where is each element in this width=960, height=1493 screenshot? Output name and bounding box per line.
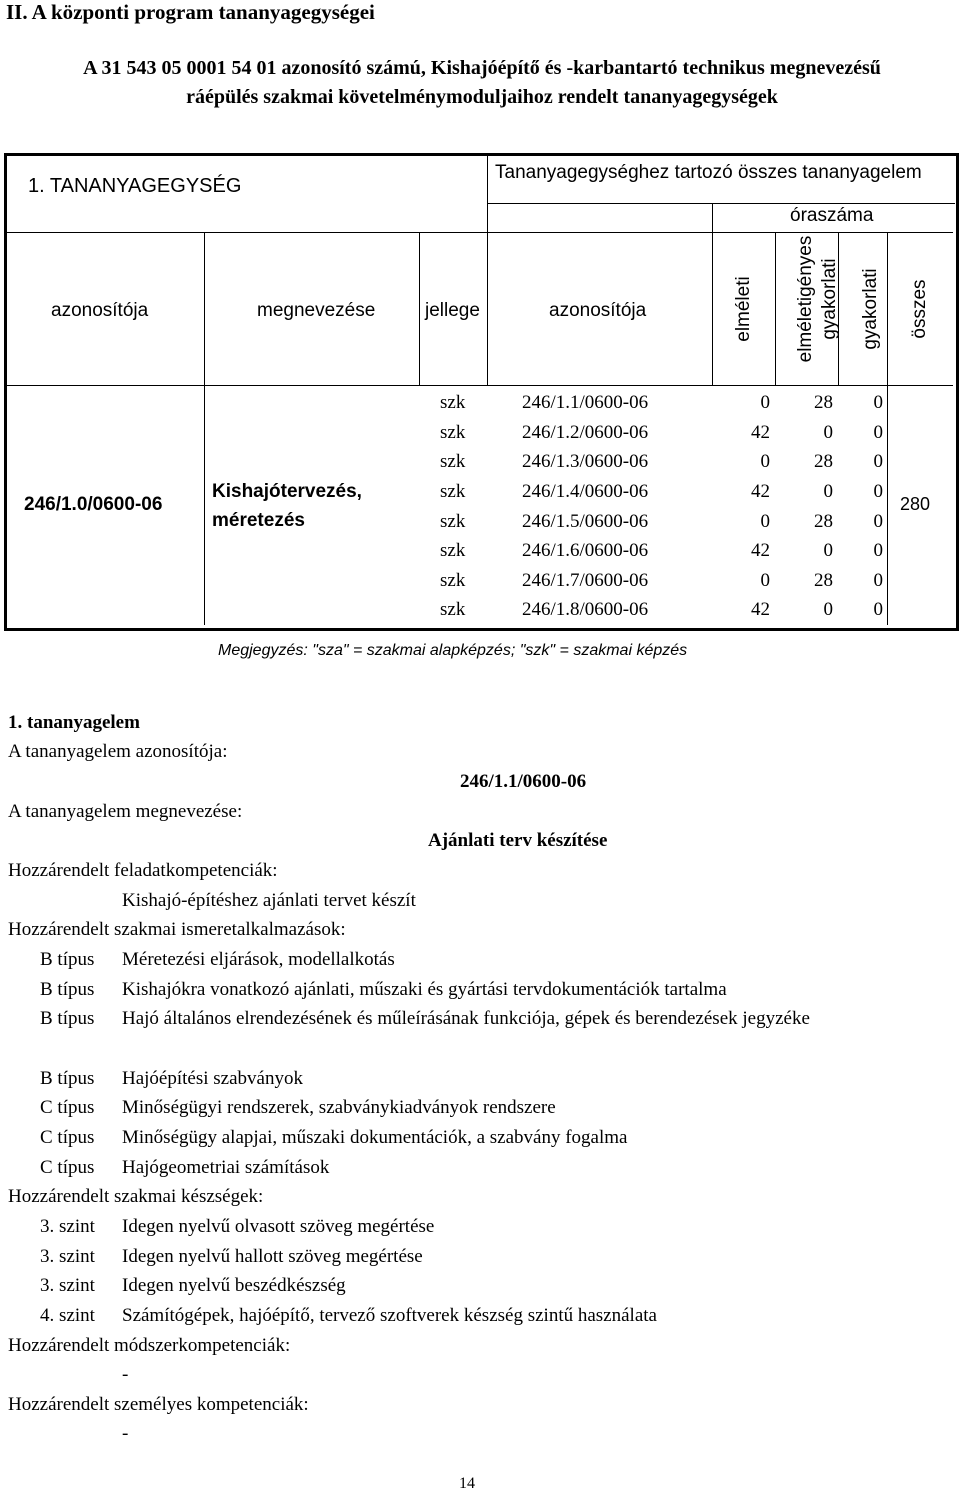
row-id: 246/1.3/0600-06 <box>522 451 649 472</box>
col-header-gyakorlati: gyakorlati <box>860 268 881 350</box>
unit-name-line-1: Kishajótervezés, <box>212 481 362 502</box>
row-elmeleti: 42 <box>751 422 770 443</box>
row-id: 246/1.7/0600-06 <box>522 570 649 591</box>
skill-level: 3. szint <box>40 1275 95 1296</box>
row-elmeletigenyes: 28 <box>814 392 833 413</box>
table-row <box>0 418 960 448</box>
knowledge-type: B típus <box>40 1068 95 1089</box>
element-name-value: Ajánlati terv készítése <box>428 830 608 851</box>
row-type: szk <box>440 422 466 443</box>
row-gyakorlati: 0 <box>873 481 883 502</box>
knowledge-type: B típus <box>40 949 95 970</box>
row-gyakorlati: 0 <box>873 599 883 620</box>
knowledge-text: Minőségügy alapjai, műszaki dokumentációk, a szabvány fogalma <box>122 1127 628 1148</box>
intro-line-2: ráépülés szakmai követelménymoduljaihoz rendelt tananyagegységek <box>186 86 778 108</box>
list-item <box>0 1246 960 1272</box>
unit-name-line-2: méretezés <box>212 510 305 531</box>
unit-total: 280 <box>900 494 931 514</box>
skill-text: Idegen nyelvű olvasott szöveg megértése <box>122 1216 435 1237</box>
row-elmeleti: 0 <box>760 570 770 591</box>
list-item <box>0 1097 960 1123</box>
table-note: Megjegyzés: "sza" = szakmai alapképzés; "szk" = szakmai képzés <box>218 642 688 659</box>
col-rule-2 <box>419 232 420 386</box>
row-elmeleti: 0 <box>760 511 770 532</box>
header-bottom-rule <box>7 385 953 386</box>
row-elmeleti: 0 <box>760 451 770 472</box>
list-item <box>0 1157 960 1183</box>
row-gyakorlati: 0 <box>873 570 883 591</box>
row-elmeletigenyes: 0 <box>823 599 833 620</box>
skills-label: Hozzárendelt szakmai készségek: <box>8 1186 264 1207</box>
skill-text: Számítógépek, hajóépítő, tervező szoftverek készség szintű használata <box>122 1305 657 1326</box>
knowledge-type: C típus <box>40 1127 95 1148</box>
row-elmeletigenyes: 28 <box>814 511 833 532</box>
row-elmeletigenyes: 28 <box>814 451 833 472</box>
row-gyakorlati: 0 <box>873 451 883 472</box>
list-item <box>0 1275 960 1301</box>
knowledge-text: Méretezési eljárások, modellalkotás <box>122 949 395 970</box>
group-left-rule <box>487 156 488 233</box>
col-header-elmeletigenyes-1: elméletigényes <box>795 235 816 363</box>
row-gyakorlati: 0 <box>873 511 883 532</box>
table-row <box>0 536 960 566</box>
col-header-elmeleti: elméleti <box>733 276 754 342</box>
row-type: szk <box>440 570 466 591</box>
row-elmeleti: 0 <box>760 392 770 413</box>
element-id-value: 246/1.1/0600-06 <box>460 771 587 792</box>
col-header-elmeletigenyes-2: gyakorlati <box>819 258 840 340</box>
row-type: szk <box>440 481 466 502</box>
knowledge-label: Hozzárendelt szakmai ismeretalkalmazások: <box>8 919 346 940</box>
row-elmeleti: 42 <box>751 540 770 561</box>
skill-level: 4. szint <box>40 1305 95 1326</box>
skill-level: 3. szint <box>40 1216 95 1237</box>
method-label: Hozzárendelt módszerkompetenciák: <box>8 1335 291 1356</box>
row-id: 246/1.8/0600-06 <box>522 599 649 620</box>
list-item <box>0 1068 960 1094</box>
skill-level: 3. szint <box>40 1246 95 1267</box>
col-rule-3 <box>487 232 488 386</box>
knowledge-text: Kishajókra vonatkozó ajánlati, műszaki és gyártási tervdokumentációk tartalma <box>122 979 727 1000</box>
row-id: 246/1.1/0600-06 <box>522 392 649 413</box>
col-header-megnevezese: megnevezése <box>257 300 376 321</box>
row-id: 246/1.6/0600-06 <box>522 540 649 561</box>
col-header-elem-azonositoja: azonosítója <box>549 300 647 321</box>
knowledge-text: Hajó általános elrendezésének és műleírásának funkciója, gépek és berendezések jegyzéke <box>122 1008 810 1029</box>
knowledge-text: Hajógeometriai számítások <box>122 1157 330 1178</box>
row-elmeletigenyes: 0 <box>823 422 833 443</box>
table-row <box>0 477 960 507</box>
row-type: szk <box>440 511 466 532</box>
table-row <box>0 595 960 625</box>
skill-text: Idegen nyelvű hallott szöveg megértése <box>122 1246 423 1267</box>
table-row <box>0 507 960 537</box>
row-elmeletigenyes: 0 <box>823 540 833 561</box>
row-id: 246/1.4/0600-06 <box>522 481 649 502</box>
list-item <box>0 1127 960 1153</box>
element-id-label: A tananyagelem azonosítója: <box>8 741 228 762</box>
row-gyakorlati: 0 <box>873 392 883 413</box>
knowledge-type: B típus <box>40 979 95 1000</box>
personal-label: Hozzárendelt személyes kompetenciák: <box>8 1394 309 1415</box>
group-header: Tananyagegységhez tartozó összes tananyagelem <box>495 162 922 183</box>
unit-title: 1. TANANYAGEGYSÉG <box>28 175 242 197</box>
row-elmeletigenyes: 0 <box>823 481 833 502</box>
tasks-label: Hozzárendelt feladatkompetenciák: <box>8 860 278 881</box>
list-item <box>0 1008 960 1034</box>
col-rule-4 <box>712 203 713 386</box>
row-elmeleti: 42 <box>751 481 770 502</box>
row-type: szk <box>440 599 466 620</box>
element-name-label: A tananyagelem megnevezése: <box>8 801 243 822</box>
hours-header: óraszáma <box>790 205 874 226</box>
col-rule-5 <box>775 232 776 386</box>
list-item <box>0 1216 960 1242</box>
row-elmeleti: 42 <box>751 599 770 620</box>
col-header-osszes: összes <box>909 279 930 339</box>
page-number: 14 <box>459 1475 475 1492</box>
list-item <box>0 979 960 1005</box>
list-item <box>0 1305 960 1331</box>
personal-value: - <box>122 1423 129 1444</box>
knowledge-type: C típus <box>40 1097 95 1118</box>
row-type: szk <box>440 451 466 472</box>
col-header-azonositoja: azonosítója <box>51 300 149 321</box>
knowledge-type: B típus <box>40 1008 95 1029</box>
knowledge-text: Hajóépítési szabványok <box>122 1068 303 1089</box>
tasks-value: Kishajó-építéshez ajánlati tervet készít <box>122 890 416 911</box>
row-gyakorlati: 0 <box>873 540 883 561</box>
knowledge-text: Minőségügyi rendszerek, szabványkiadványok rendszere <box>122 1097 556 1118</box>
row-elmeletigenyes: 28 <box>814 570 833 591</box>
table-row <box>0 566 960 596</box>
row-gyakorlati: 0 <box>873 422 883 443</box>
knowledge-type: C típus <box>40 1157 95 1178</box>
table-row <box>0 447 960 477</box>
element-heading: 1. tananyagelem <box>8 712 140 733</box>
row-type: szk <box>440 392 466 413</box>
row-type: szk <box>440 540 466 561</box>
list-item <box>0 949 960 975</box>
unit-id: 246/1.0/0600-06 <box>24 494 163 515</box>
intro-line-1: A 31 543 05 0001 54 01 azonosító számú, Kishajóépítő és -karbantartó technikus megnevezésű <box>83 57 881 79</box>
row-id: 246/1.2/0600-06 <box>522 422 649 443</box>
section-title: II. A központi program tananyagegységei <box>6 0 375 24</box>
group-header-rule <box>487 203 955 204</box>
method-value: - <box>122 1364 129 1385</box>
col-header-jellege: jellege <box>425 300 480 321</box>
table-row <box>0 388 960 418</box>
row-id: 246/1.5/0600-06 <box>522 511 649 532</box>
skill-text: Idegen nyelvű beszédkészség <box>122 1275 346 1296</box>
